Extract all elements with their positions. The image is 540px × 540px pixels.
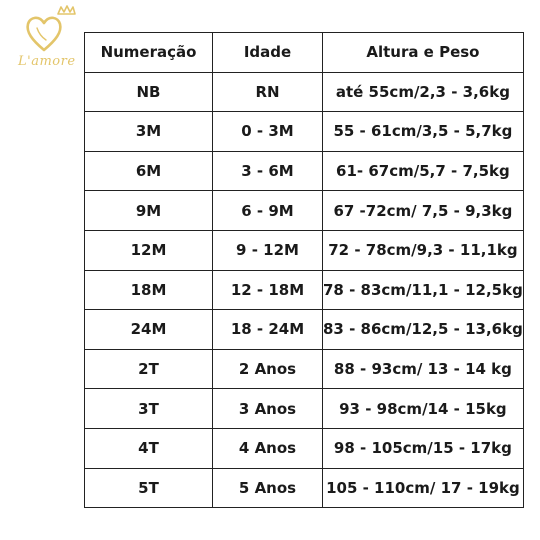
- size-cell: 3M: [85, 112, 213, 152]
- size-cell: 6M: [85, 151, 213, 191]
- size-cell: NB: [85, 72, 213, 112]
- table-row: [85, 468, 524, 508]
- age-cell: 3 - 6M: [213, 151, 323, 191]
- table-row: [85, 72, 524, 112]
- table-row: [85, 191, 524, 231]
- height-weight-cell: 98 - 105cm/15 - 17kg: [323, 428, 524, 468]
- table-header-row: [85, 33, 524, 73]
- size-table: [84, 32, 524, 508]
- age-cell: 4 Anos: [213, 428, 323, 468]
- logo-text: L'amore: [18, 54, 76, 69]
- table-row: [85, 428, 524, 468]
- age-cell: 6 - 9M: [213, 191, 323, 231]
- height-weight-cell: 83 - 86cm/12,5 - 13,6kg: [323, 310, 524, 350]
- table-row: [85, 230, 524, 270]
- size-cell: 9M: [85, 191, 213, 231]
- header-altura-peso: Altura e Peso: [323, 33, 524, 73]
- table-row: [85, 270, 524, 310]
- age-cell: 9 - 12M: [213, 230, 323, 270]
- size-cell: 18M: [85, 270, 213, 310]
- table-row: [85, 310, 524, 350]
- height-weight-cell: 72 - 78cm/9,3 - 11,1kg: [323, 230, 524, 270]
- height-weight-cell: até 55cm/2,3 - 3,6kg: [323, 72, 524, 112]
- size-cell: 4T: [85, 428, 213, 468]
- table-row: [85, 349, 524, 389]
- age-cell: 0 - 3M: [213, 112, 323, 152]
- size-cell: 24M: [85, 310, 213, 350]
- age-cell: 3 Anos: [213, 389, 323, 429]
- height-weight-cell: 78 - 83cm/11,1 - 12,5kg: [323, 270, 524, 310]
- height-weight-cell: 93 - 98cm/14 - 15kg: [323, 389, 524, 429]
- height-weight-cell: 55 - 61cm/3,5 - 5,7kg: [323, 112, 524, 152]
- age-cell: RN: [213, 72, 323, 112]
- size-cell: 12M: [85, 230, 213, 270]
- size-cell: 5T: [85, 468, 213, 508]
- brand-logo: [18, 4, 88, 84]
- header-numeracao: Numeração: [85, 33, 213, 73]
- size-cell: 3T: [85, 389, 213, 429]
- table-row: [85, 151, 524, 191]
- header-idade: Idade: [213, 33, 323, 73]
- height-weight-cell: 105 - 110cm/ 17 - 19kg: [323, 468, 524, 508]
- heart-crown-icon: [18, 4, 88, 60]
- age-cell: 12 - 18M: [213, 270, 323, 310]
- table-row: [85, 112, 524, 152]
- height-weight-cell: 67 -72cm/ 7,5 - 9,3kg: [323, 191, 524, 231]
- height-weight-cell: 61- 67cm/5,7 - 7,5kg: [323, 151, 524, 191]
- height-weight-cell: 88 - 93cm/ 13 - 14 kg: [323, 349, 524, 389]
- table-row: [85, 389, 524, 429]
- age-cell: 5 Anos: [213, 468, 323, 508]
- age-cell: 18 - 24M: [213, 310, 323, 350]
- age-cell: 2 Anos: [213, 349, 323, 389]
- size-cell: 2T: [85, 349, 213, 389]
